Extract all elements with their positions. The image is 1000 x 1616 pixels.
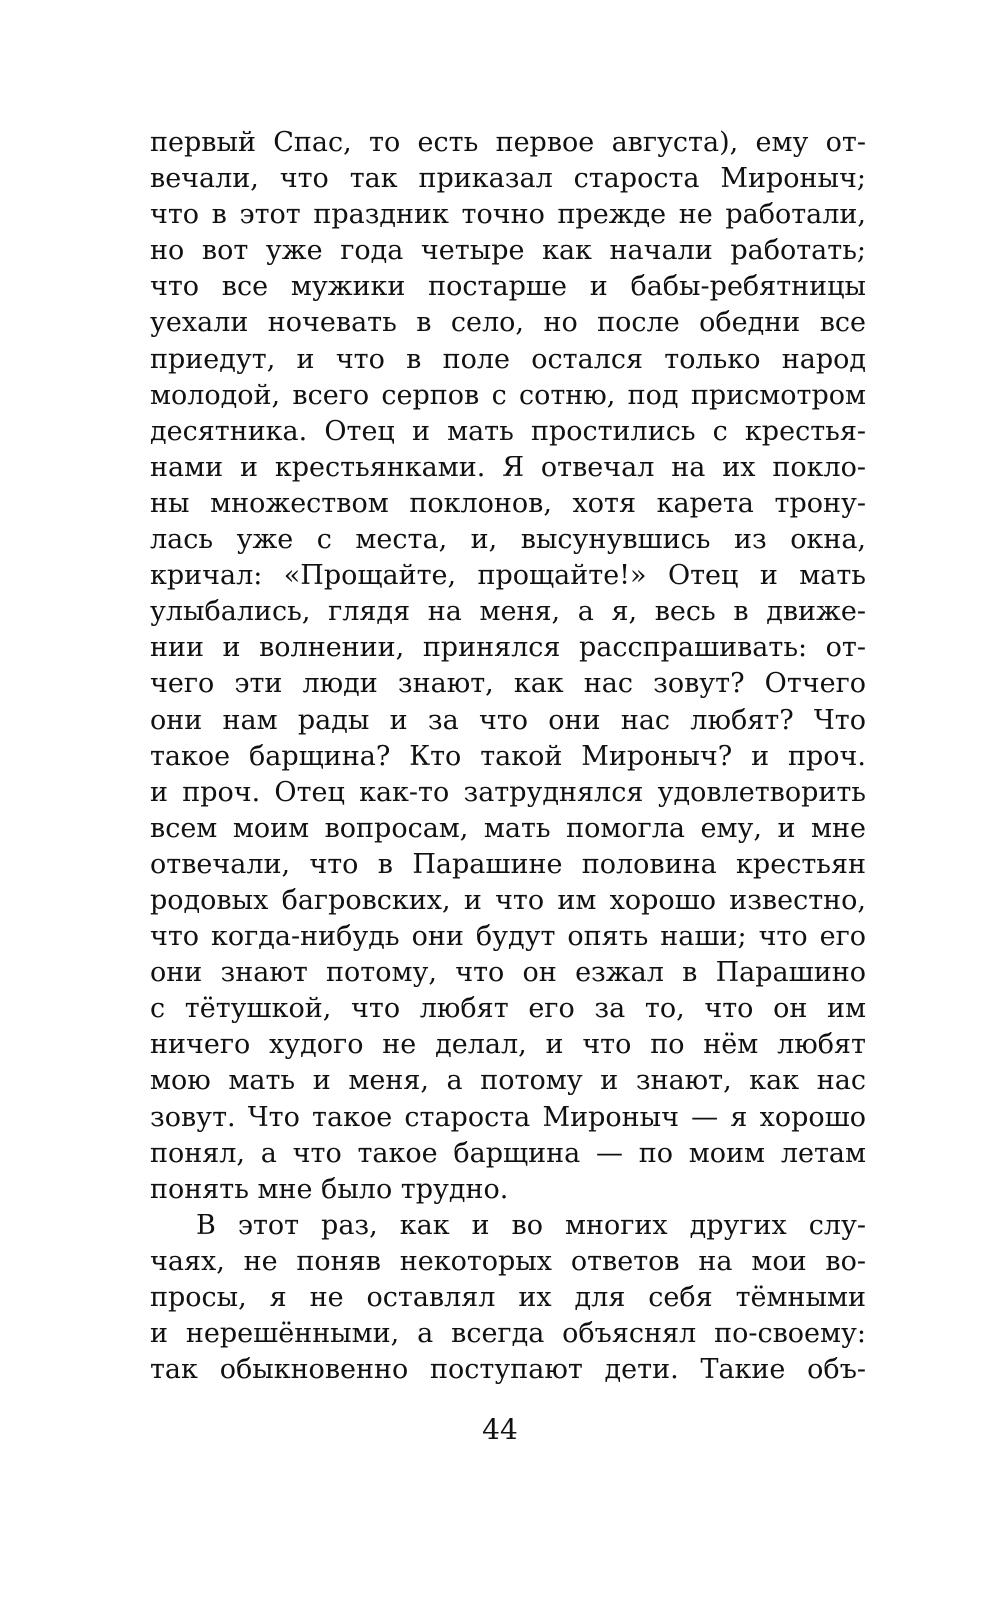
text-line: чаях, не поняв некоторых ответов на мои во-: [150, 1245, 866, 1277]
text-line: с тётушкой, что любят его за то, что он им: [150, 993, 866, 1025]
text-line: чего эти люди знают, как нас зовут? Отчего: [150, 668, 866, 700]
text-line: мою мать и меня, а потому и знают, как нас: [150, 1065, 866, 1097]
text-line: родовых багровских, и что им хорошо известно,: [150, 884, 866, 916]
text-line: что в этот праздник точно прежде не работали,: [150, 199, 866, 231]
text-line-indented: В этот раз, как и во многих других слу-: [196, 1209, 866, 1241]
text-line: ны множеством поклонов, хотя карета трону-: [150, 487, 866, 519]
text-line-last: понять мне было трудно.: [150, 1173, 509, 1205]
body-text: [150, 125, 866, 1388]
text-line: лась уже с места, и, высунувшись из окна,: [150, 524, 866, 556]
text-line: зовут. Что такое староста Мироныч — я хорошо: [150, 1101, 866, 1133]
text-line: но вот уже года четыре как начали работать;: [150, 235, 866, 267]
text-line: и проч. Отец как-то затруднялся удовлетворить: [150, 776, 866, 808]
text-line: что когда-нибудь они будут опять наши; что его: [150, 921, 866, 953]
text-line: нии и волнении, принялся расспрашивать: от-: [150, 632, 866, 664]
text-line: они нам рады и за что они нас любят? Что: [150, 704, 866, 736]
text-line: молодой, всего серпов с сотню, под присмотром: [150, 379, 866, 411]
paragraph-1: [150, 125, 866, 1208]
text-line: такое барщина? Кто такой Мироныч? и проч.: [150, 740, 866, 772]
text-line: уехали ночевать в село, но после обедни все: [150, 307, 866, 339]
text-line: отвечали, что в Парашине половина крестьян: [150, 848, 866, 880]
text-line: так обыкновенно поступают дети. Такие объ-: [150, 1354, 866, 1386]
text-line: что все мужики постарше и бабы-ребятницы: [150, 271, 866, 303]
text-line: улыбались, глядя на меня, а я, весь в движе-: [150, 596, 866, 628]
paragraph-2: [150, 1208, 866, 1388]
text-line: всем моим вопросам, мать помогла ему, и мне: [150, 812, 866, 844]
text-line: кричал: «Прощайте, прощайте!» Отец и мать: [150, 560, 866, 592]
text-line: вечали, что так приказал староста Мироныч;: [150, 163, 866, 195]
text-line: они знают потому, что он езжал в Парашино: [150, 957, 866, 989]
text-line: понял, а что такое барщина — по моим летам: [150, 1137, 866, 1169]
text-line: приедут, и что в поле остался только народ: [150, 343, 866, 375]
text-line: ничего худого не делал, и что по нём любят: [150, 1029, 866, 1061]
text-line: первый Спас, то есть первое августа), ему от-: [150, 127, 866, 158]
text-line: десятника. Отец и мать простились с крестья-: [150, 415, 866, 447]
text-line: нами и крестьянками. Я отвечал на их покло-: [150, 451, 866, 483]
page-number: 44: [482, 1413, 518, 1446]
text-line: и нерешёнными, а всегда объяснял по-своему:: [150, 1318, 866, 1350]
text-line: просы, я не оставлял их для себя тёмными: [150, 1282, 866, 1313]
